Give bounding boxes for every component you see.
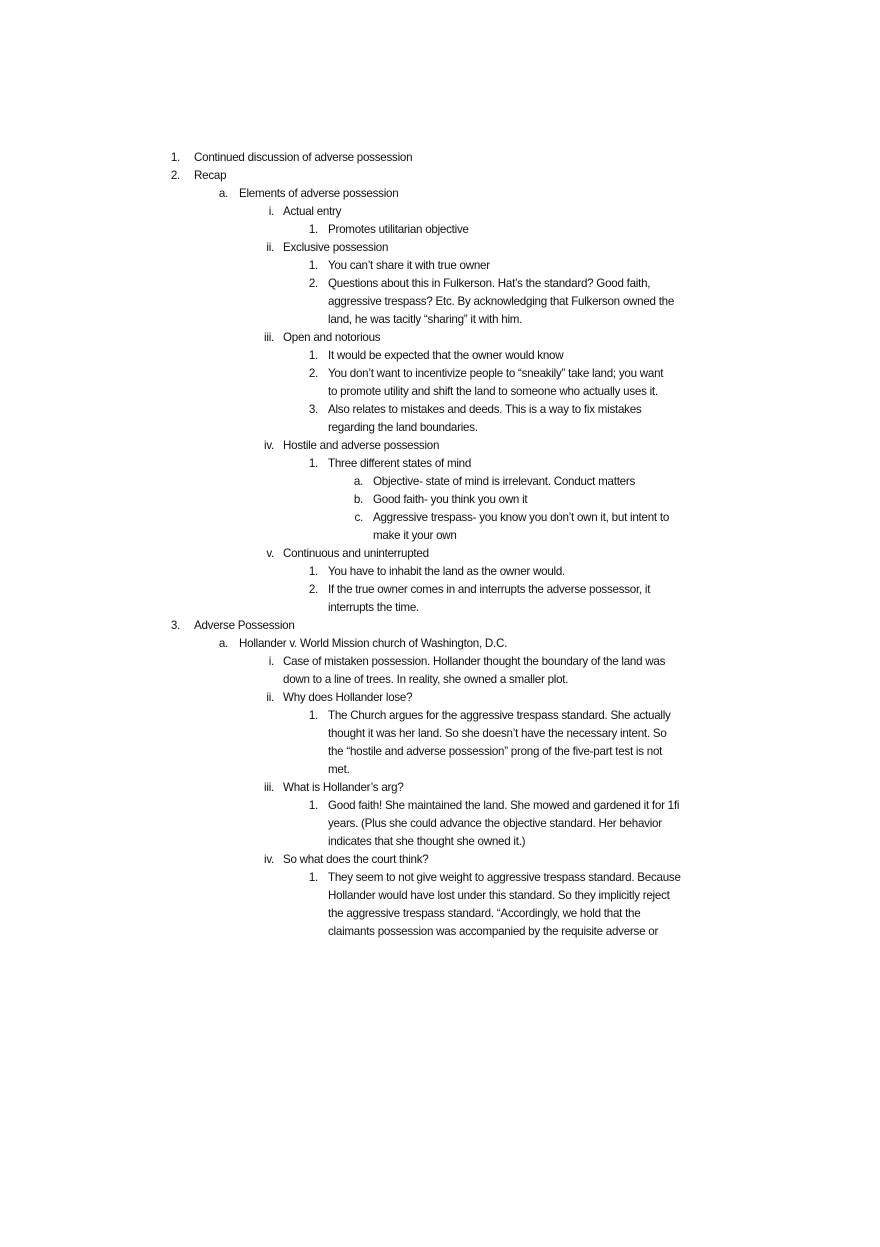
list-item-text: interrupts the time.: [328, 601, 420, 614]
list-marker: a.: [218, 637, 228, 650]
list-item-text: You can’t share it with true owner: [328, 259, 490, 272]
list-item: [0, 851, 880, 869]
list-marker: iii.: [264, 331, 274, 344]
list-marker: i.: [268, 655, 274, 668]
list-item-text: Also relates to mistakes and deeds. This is a way to fix mistakes: [328, 403, 642, 416]
list-marker: 2.: [308, 277, 318, 290]
list-item-text: You have to inhabit the land as the owner would.: [328, 565, 566, 578]
list-item-text: Why does Hollander lose?: [283, 691, 413, 704]
list-item: [0, 563, 880, 581]
list-item-text: met.: [328, 763, 350, 776]
list-marker: 1.: [308, 457, 318, 470]
list-item: [0, 185, 880, 203]
list-item: [0, 707, 880, 779]
list-item-text: Elements of adverse possession: [239, 187, 399, 200]
list-item: [0, 545, 880, 563]
list-item: [0, 365, 880, 401]
list-item-text: Hostile and adverse possession: [283, 439, 440, 452]
list-item-text: Continuous and uninterrupted: [283, 547, 429, 560]
list-item-text: They seem to not give weight to aggressive trespass standard. Because: [328, 871, 681, 884]
list-marker: 1.: [308, 799, 318, 812]
list-item-text: So what does the court think?: [283, 853, 429, 866]
list-item-text: Aggressive trespass- you know you don’t own it, but intent to: [373, 511, 670, 524]
list-item: [0, 275, 880, 329]
list-item-text: land, he was tacitly “sharing” it with him.: [328, 313, 523, 326]
list-item: [0, 509, 880, 545]
list-item-text: the aggressive trespass standard. “Accordingly, we hold that the: [328, 907, 641, 920]
list-marker: v.: [266, 547, 274, 560]
list-marker: a.: [353, 475, 363, 488]
list-marker: 2.: [170, 169, 180, 182]
list-item-text: thought it was her land. So she doesn’t have the necessary intent. So: [328, 727, 667, 740]
list-item: [0, 401, 880, 437]
list-item-text: regarding the land boundaries.: [328, 421, 478, 434]
list-item: [0, 149, 880, 167]
list-marker: c.: [354, 511, 363, 524]
list-marker: 1.: [170, 151, 180, 164]
list-marker: 1.: [308, 349, 318, 362]
list-marker: 3.: [308, 403, 318, 416]
list-item-text: Recap: [194, 169, 227, 182]
list-item: [0, 329, 880, 347]
list-item: [0, 257, 880, 275]
list-marker: 1.: [308, 223, 318, 236]
list-item-text: Open and notorious: [283, 331, 381, 344]
list-marker: 1.: [308, 709, 318, 722]
list-item-text: claimants possession was accompanied by the requisite adverse or: [328, 925, 659, 938]
list-item: [0, 239, 880, 257]
list-item-text: Objective- state of mind is irrelevant. Conduct matters: [373, 475, 636, 488]
list-item: [0, 581, 880, 617]
list-marker: 1.: [308, 259, 318, 272]
list-item: [0, 617, 880, 635]
list-marker: i.: [268, 205, 274, 218]
list-marker: b.: [353, 493, 363, 506]
list-item-text: years. (Plus she could advance the objective standard. Her behavior: [328, 817, 662, 830]
list-marker: 3.: [170, 619, 180, 632]
list-marker: 1.: [308, 565, 318, 578]
list-marker: ii.: [266, 241, 274, 254]
list-item-text: Hollander v. World Mission church of Washington, D.C.: [239, 637, 508, 650]
list-item: [0, 797, 880, 851]
list-item-text: indicates that she thought she owned it.): [328, 835, 526, 848]
list-item-text: the “hostile and adverse possession” prong of the five-part test is not: [328, 745, 663, 758]
list-item-text: Hollander would have lost under this standard. So they implicitly reject: [328, 889, 670, 902]
list-item-text: Questions about this in Fulkerson. Hat’s the standard? Good faith,: [328, 277, 651, 290]
list-item: [0, 167, 880, 185]
list-item-text: Good faith- you think you own it: [373, 493, 528, 506]
list-item-text: aggressive trespass? Etc. By acknowledging that Fulkerson owned the: [328, 295, 675, 308]
list-item-text: Case of mistaken possession. Hollander thought the boundary of the land was: [283, 655, 666, 668]
list-item-text: Good faith! She maintained the land. She mowed and gardened it for 1fi: [328, 799, 680, 812]
list-item-text: make it your own: [373, 529, 457, 542]
list-item-text: If the true owner comes in and interrupts the adverse possessor, it: [328, 583, 651, 596]
list-marker: iv.: [264, 853, 274, 866]
list-item-text: Actual entry: [283, 205, 342, 218]
list-marker: iv.: [264, 439, 274, 452]
list-item-text: What is Hollander’s arg?: [283, 781, 404, 794]
list-item-text: Adverse Possession: [194, 619, 295, 632]
list-item: [0, 653, 880, 689]
list-item-text: Continued discussion of adverse possession: [194, 151, 413, 164]
list-item-text: It would be expected that the owner would know: [328, 349, 564, 362]
list-item-text: You don’t want to incentivize people to “sneakily” take land; you want: [328, 367, 664, 380]
list-marker: 1.: [308, 871, 318, 884]
list-marker: ii.: [266, 691, 274, 704]
list-item-text: The Church argues for the aggressive trespass standard. She actually: [328, 709, 671, 722]
list-item: [0, 635, 880, 653]
list-item: [0, 221, 880, 239]
list-item: [0, 473, 880, 491]
list-item-text: Exclusive possession: [283, 241, 389, 254]
list-item-text: to promote utility and shift the land to someone who actually uses it.: [328, 385, 658, 398]
list-marker: 2.: [308, 367, 318, 380]
list-item: [0, 779, 880, 797]
list-item: [0, 689, 880, 707]
list-item: [0, 455, 880, 473]
list-item: [0, 347, 880, 365]
list-marker: a.: [218, 187, 228, 200]
list-item: [0, 869, 880, 941]
list-item-text: Promotes utilitarian objective: [328, 223, 469, 236]
list-item: [0, 437, 880, 455]
list-item-text: Three different states of mind: [328, 457, 472, 470]
list-item: [0, 491, 880, 509]
list-item-text: down to a line of trees. In reality, she owned a smaller plot.: [283, 673, 569, 686]
list-marker: iii.: [264, 781, 274, 794]
list-item: [0, 203, 880, 221]
list-marker: 2.: [308, 583, 318, 596]
